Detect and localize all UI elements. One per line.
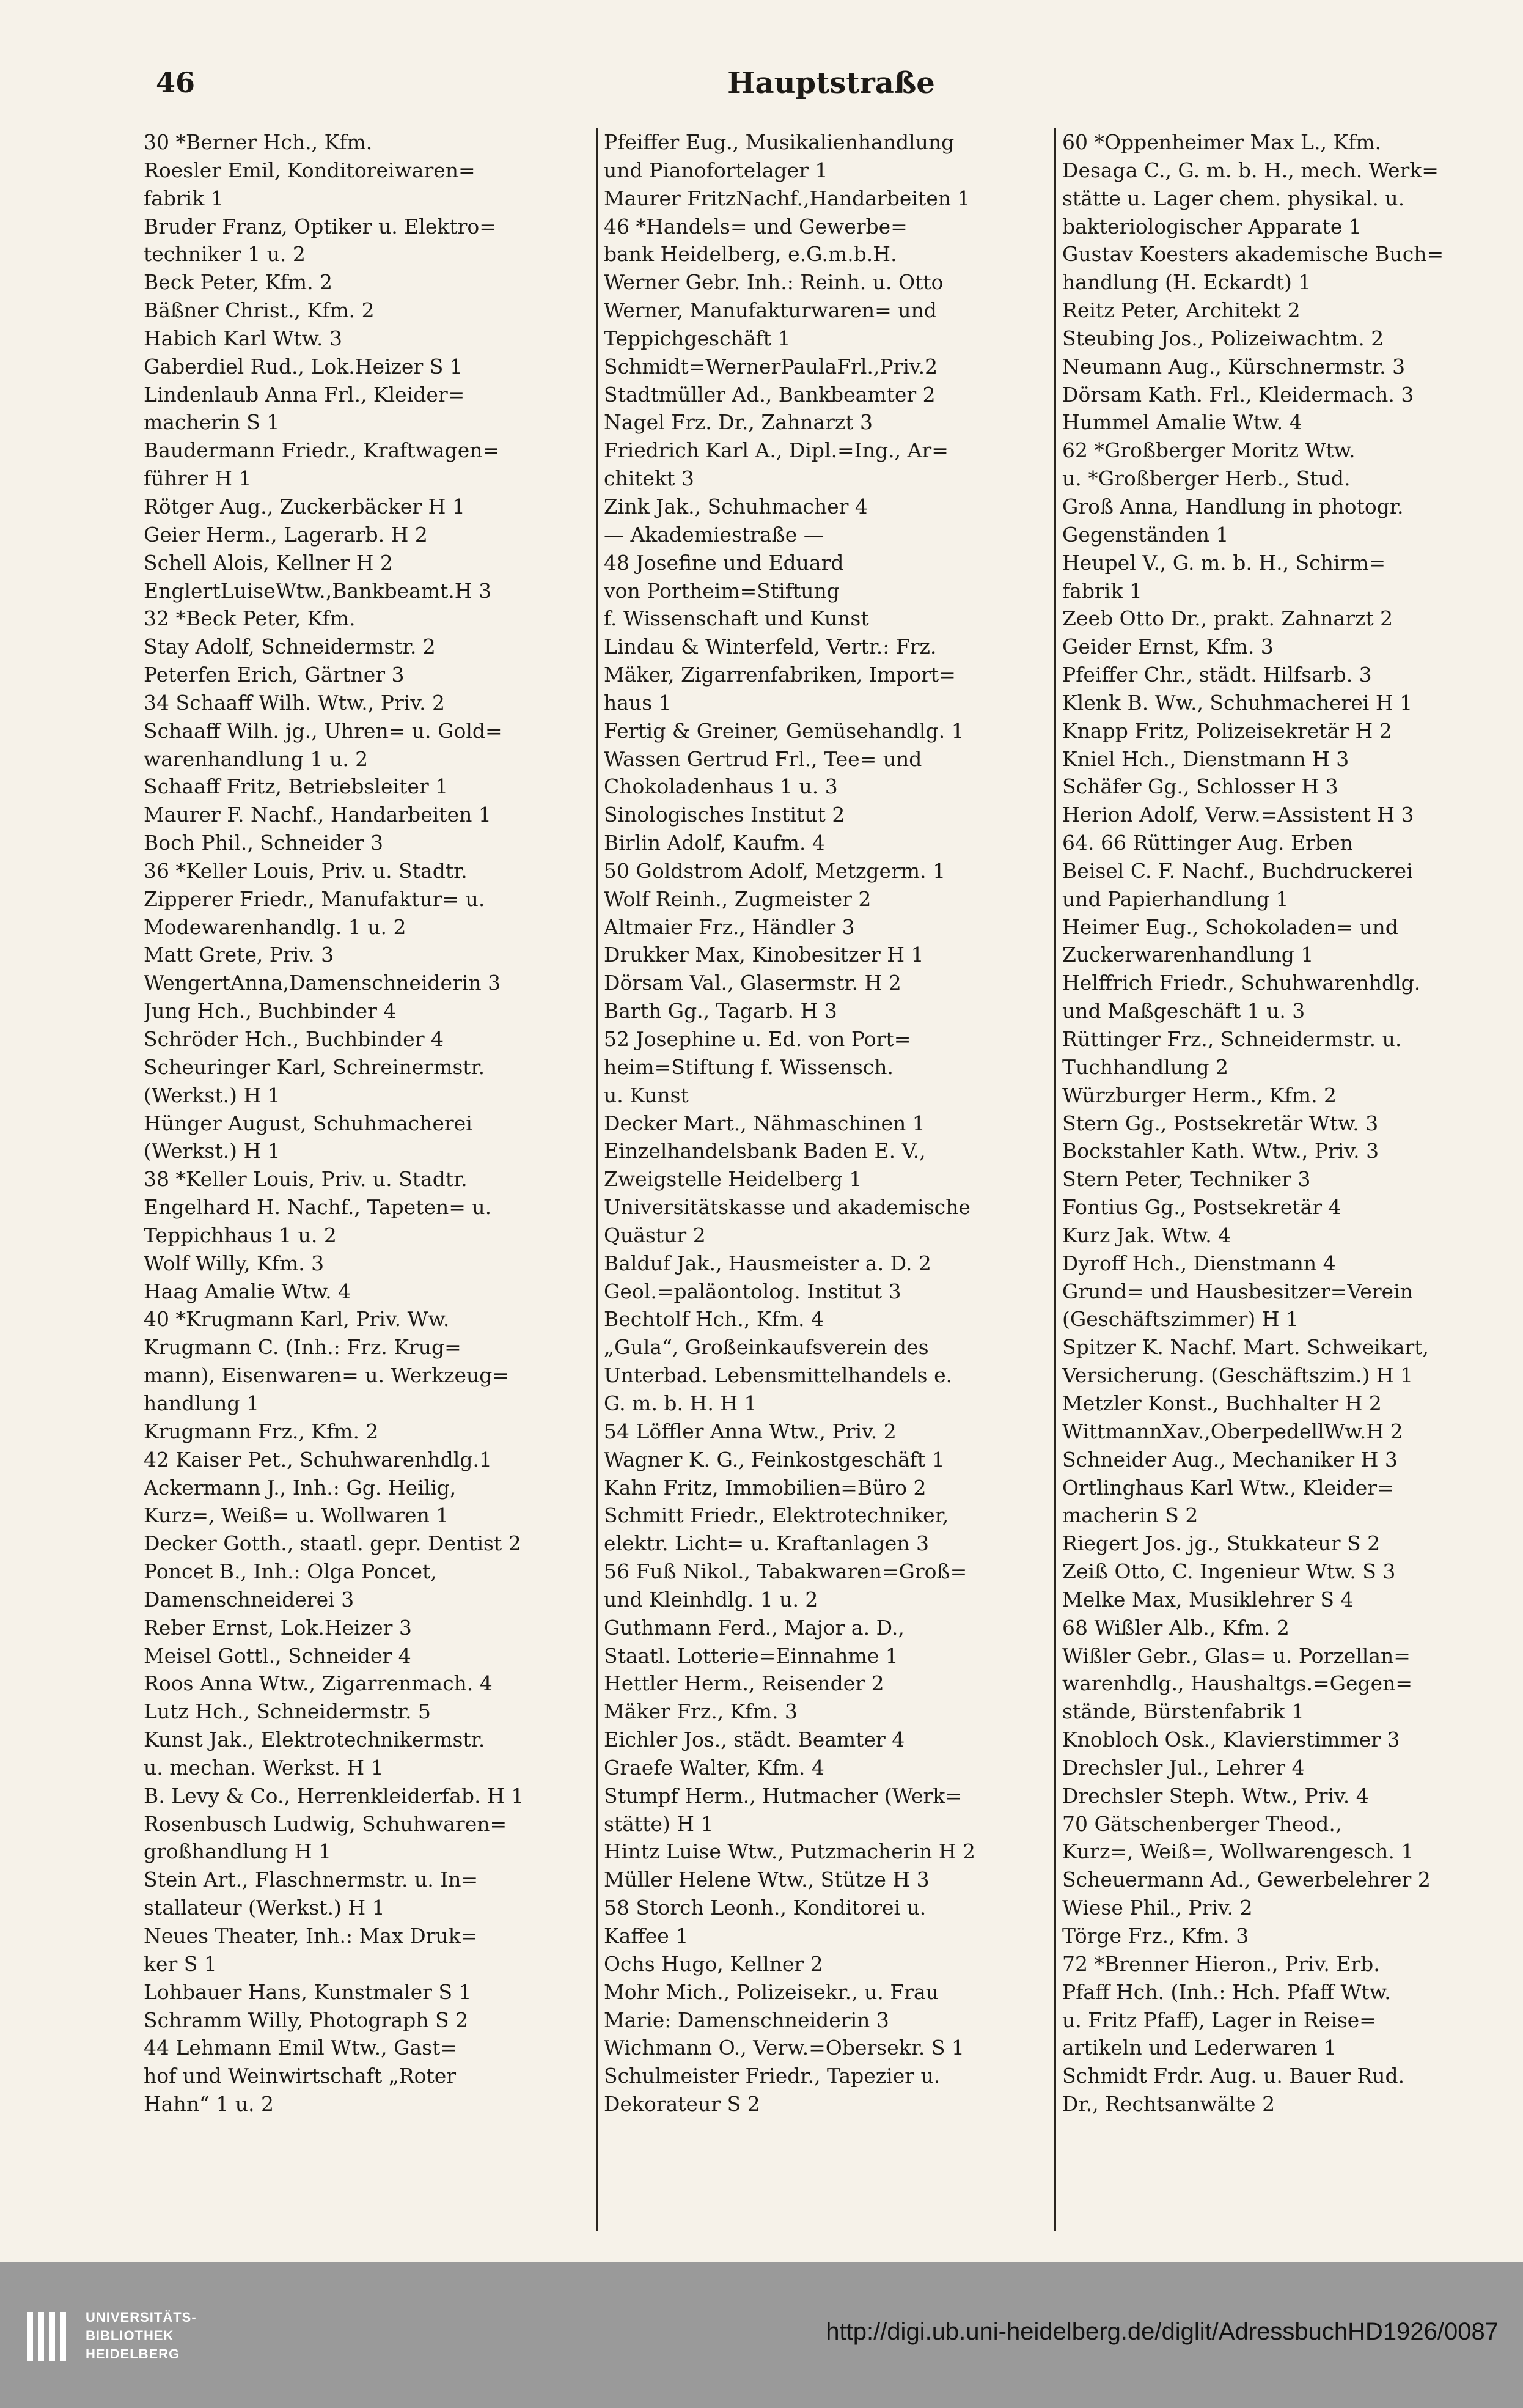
directory-entry: Scheuermann Ad., Gewerbelehrer 2 (1062, 1868, 1431, 1892)
directory-entry: Hahn“ 1 u. 2 (144, 2092, 274, 2116)
directory-entry: Schneider Aug., Mechaniker H 3 (1062, 1447, 1398, 1471)
directory-entry: 38 *Keller Louis, Priv. u. Stadtr. (144, 1167, 468, 1191)
directory-entry: Fontius Gg., Postsekretär 4 (1062, 1195, 1341, 1220)
directory-entry: stallateur (Werkst.) H 1 (144, 1896, 385, 1920)
directory-entry: 52 Josephine u. Ed. von Port= (604, 1027, 911, 1051)
directory-entry: B. Levy & Co., Herrenkleiderfab. H 1 (144, 1783, 524, 1808)
directory-entry: Lindau & Winterfeld, Vertr.: Frz. (604, 635, 937, 659)
directory-entry: und Maßgeschäft 1 u. 3 (1062, 999, 1305, 1023)
directory-entry: und Papierhandlung 1 (1062, 886, 1289, 911)
directory-entry: Schaaff Fritz, Betriebsleiter 1 (144, 775, 449, 799)
directory-entry: Bockstahler Kath. Wtw., Priv. 3 (1062, 1139, 1379, 1163)
directory-entry: Knobloch Osk., Klavierstimmer 3 (1062, 1728, 1400, 1752)
directory-entry: macherin S 2 (1062, 1503, 1198, 1528)
directory-entry: Jung Hch., Buchbinder 4 (144, 999, 397, 1023)
directory-entry: Drechsler Steph. Wtw., Priv. 4 (1062, 1783, 1369, 1808)
directory-entry: Universitätskasse und akademische (604, 1195, 971, 1220)
directory-entry: Neumann Aug., Kürschnermstr. 3 (1062, 354, 1406, 378)
library-name-line: BIBLIOTHEK (86, 2328, 174, 2343)
directory-entry: Bruder Franz, Optiker u. Elektro= (144, 214, 496, 238)
directory-entry: Boch Phil., Schneider 3 (144, 831, 383, 855)
directory-entry: Mäker Frz., Kfm. 3 (604, 1699, 798, 1724)
directory-entry: Birlin Adolf, Kaufm. 4 (604, 831, 825, 855)
directory-entry: techniker 1 u. 2 (144, 242, 306, 267)
directory-entry: (Werkst.) H 1 (144, 1139, 281, 1163)
directory-entry: Klenk B. Ww., Schuhmacherei H 1 (1062, 690, 1413, 715)
directory-entry: fabrik 1 (144, 186, 224, 210)
directory-entry: 58 Storch Leonh., Konditorei u. (604, 1896, 927, 1920)
directory-entry: Teppichhaus 1 u. 2 (144, 1223, 337, 1247)
directory-entry: warenhandlung 1 u. 2 (144, 746, 369, 771)
directory-entry: mann), Eisenwaren= u. Werkzeug= (144, 1363, 510, 1388)
directory-entry: Scheuringer Karl, Schreinermstr. (144, 1055, 485, 1079)
directory-entry: 46 *Handels= und Gewerbe= (604, 214, 908, 238)
directory-entry: Meisel Gottl., Schneider 4 (144, 1643, 411, 1668)
directory-entry: chitekt 3 (604, 466, 694, 491)
directory-entry: Maurer FritzNachf.,Handarbeiten 1 (604, 186, 971, 210)
directory-entry: Knapp Fritz, Polizeisekretär H 2 (1062, 718, 1392, 743)
directory-entry: 56 Fuß Nikol., Tabakwaren=Groß= (604, 1559, 967, 1584)
directory-entry: Helffrich Friedr., Schuhwarenhdlg. (1062, 971, 1421, 995)
directory-entry: Dörsam Kath. Frl., Kleidermach. 3 (1062, 382, 1414, 407)
directory-entry: Roos Anna Wtw., Zigarrenmach. 4 (144, 1671, 493, 1696)
running-head: Hauptstraße (727, 66, 935, 100)
directory-entry: Zeiß Otto, C. Ingenieur Wtw. S 3 (1062, 1559, 1396, 1584)
directory-entry: Decker Gotth., staatl. gepr. Dentist 2 (144, 1531, 521, 1556)
directory-entry: Stay Adolf, Schneidermstr. 2 (144, 635, 436, 659)
directory-entry: Geier Herm., Lagerarb. H 2 (144, 522, 428, 547)
directory-entry: bank Heidelberg, e.G.m.b.H. (604, 242, 897, 267)
directory-entry: Sinologisches Institut 2 (604, 803, 845, 827)
directory-entry: großhandlung H 1 (144, 1839, 332, 1864)
footer-bar (0, 2262, 1523, 2408)
directory-entry: Wassen Gertrud Frl., Tee= und (604, 746, 922, 771)
directory-entry: Pfaff Hch. (Inh.: Hch. Pfaff Wtw. (1062, 1979, 1391, 2004)
directory-entry: Neues Theater, Inh.: Max Druk= (144, 1924, 478, 1948)
directory-entry: Schäfer Gg., Schlosser H 3 (1062, 775, 1338, 799)
directory-entry: Schröder Hch., Buchbinder 4 (144, 1027, 444, 1051)
directory-entry: Hummel Amalie Wtw. 4 (1062, 410, 1302, 435)
directory-entry: Decker Mart., Nähmaschinen 1 (604, 1111, 925, 1135)
directory-entry: hof und Weinwirtschaft „Roter (144, 2064, 457, 2088)
directory-entry: Friedrich Karl A., Dipl.=Ing., Ar= (604, 438, 949, 463)
directory-entry: Hettler Herm., Reisender 2 (604, 1671, 884, 1696)
directory-entry: Würzburger Herm., Kfm. 2 (1062, 1083, 1337, 1107)
directory-entry: Mohr Mich., Polizeisekr., u. Frau (604, 1979, 939, 2004)
directory-entry: von Portheim=Stiftung (604, 578, 840, 603)
directory-entry: EnglertLuiseWtw.,Bankbeamt.H 3 (144, 578, 492, 603)
directory-entry: Habich Karl Wtw. 3 (144, 326, 342, 350)
directory-entry: G. m. b. H. H 1 (604, 1391, 757, 1415)
directory-entry: 50 Goldstrom Adolf, Metzgerm. 1 (604, 858, 946, 883)
library-logo (24, 2300, 226, 2373)
directory-entry: Eichler Jos., städt. Beamter 4 (604, 1728, 905, 1752)
directory-entry: ker S 1 (144, 1951, 217, 1976)
directory-entry: 30 *Berner Hch., Kfm. (144, 130, 373, 154)
directory-entry: Modewarenhandlg. 1 u. 2 (144, 915, 406, 939)
directory-entry: Einzelhandelsbank Baden E. V., (604, 1139, 926, 1163)
directory-entry: Peterfen Erich, Gärtner 3 (144, 663, 405, 687)
directory-entry: Stumpf Herm., Hutmacher (Werk= (604, 1783, 962, 1808)
page-header (156, 66, 1506, 109)
directory-entry: Roesler Emil, Konditoreiwaren= (144, 158, 475, 182)
directory-entry: Reber Ernst, Lok.Heizer 3 (144, 1615, 412, 1640)
directory-entry: 44 Lehmann Emil Wtw., Gast= (144, 2036, 457, 2060)
digital-copy-url[interactable]: http://digi.ub.uni-heidelberg.de/diglit/AdressbuchHD1926/0087 (826, 2318, 1499, 2345)
directory-entry: „Gula“, Großeinkaufsverein des (604, 1335, 929, 1360)
directory-entry: Herion Adolf, Verw.=Assistent H 3 (1062, 803, 1414, 827)
directory-entry: f. Wissenschaft und Kunst (604, 606, 869, 631)
directory-entry: Ochs Hugo, Kellner 2 (604, 1951, 823, 1976)
directory-entry: Guthmann Ferd., Major a. D., (604, 1615, 905, 1640)
directory-entry: Heupel V., G. m. b. H., Schirm= (1062, 550, 1386, 575)
directory-entry: Wolf Reinh., Zugmeister 2 (604, 886, 872, 911)
directory-entry: Haag Amalie Wtw. 4 (144, 1279, 351, 1303)
directory-entry: Rosenbusch Ludwig, Schuhwaren= (144, 1811, 507, 1836)
directory-entry: Desaga C., G. m. b. H., mech. Werk= (1062, 158, 1439, 182)
directory-entry: Dyroff Hch., Dienstmann 4 (1062, 1251, 1336, 1275)
directory-entry: Altmaier Frz., Händler 3 (604, 915, 855, 939)
directory-entry: Zuckerwarenhandlung 1 (1062, 943, 1314, 967)
directory-entry: Lutz Hch., Schneidermstr. 5 (144, 1699, 431, 1724)
directory-entry: Kurz=, Weiß= u. Wollwaren 1 (144, 1503, 449, 1528)
directory-entry: u. *Großberger Herb., Stud. (1062, 466, 1351, 491)
directory-entry: warenhdlg., Haushaltgs.=Gegen= (1062, 1671, 1413, 1696)
directory-entry: Spitzer K. Nachf. Mart. Schweikart, (1062, 1335, 1429, 1360)
directory-entry: Dr., Rechtsanwälte 2 (1062, 2092, 1275, 2116)
directory-entry: Kahn Fritz, Immobilien=Büro 2 (604, 1475, 927, 1500)
directory-entry: Wißler Gebr., Glas= u. Porzellan= (1062, 1643, 1411, 1668)
directory-entry: WengertAnna,Damenschneiderin 3 (144, 971, 501, 995)
directory-entry: Schmidt Frdr. Aug. u. Bauer Rud. (1062, 2064, 1405, 2088)
directory-entry: Müller Helene Wtw., Stütze H 3 (604, 1868, 930, 1892)
directory-entry: Barth Gg., Tagarb. H 3 (604, 999, 837, 1023)
directory-entry: 72 *Brenner Hieron., Priv. Erb. (1062, 1951, 1380, 1976)
directory-entry: Wagner K. G., Feinkostgeschäft 1 (604, 1447, 945, 1471)
directory-entry: Marie: Damenschneiderin 3 (604, 2008, 889, 2032)
directory-entry: Gustav Koesters akademische Buch= (1062, 242, 1444, 267)
directory-entry: Krugmann C. (Inh.: Frz. Krug= (144, 1335, 461, 1360)
directory-entry: Rötger Aug., Zuckerbäcker H 1 (144, 494, 465, 518)
directory-entry: Baudermann Friedr., Kraftwagen= (144, 438, 500, 463)
page-number: 46 (156, 66, 196, 99)
directory-entry: Melke Max, Musiklehrer S 4 (1062, 1587, 1354, 1611)
directory-entry: Riegert Jos. jg., Stukkateur S 2 (1062, 1531, 1381, 1556)
directory-columns (138, 128, 1513, 2231)
directory-entry: Grund= und Hausbesitzer=Verein (1062, 1279, 1413, 1303)
directory-entry: Geider Ernst, Kfm. 3 (1062, 635, 1274, 659)
directory-entry: Kurz=, Weiß=, Wollwarengesch. 1 (1062, 1839, 1414, 1864)
directory-entry: 54 Löffler Anna Wtw., Priv. 2 (604, 1419, 897, 1443)
directory-entry: 42 Kaiser Pet., Schuhwarenhdlg.1 (144, 1447, 492, 1471)
directory-entry: 70 Gätschenberger Theod., (1062, 1811, 1342, 1836)
directory-entry: Werner, Manufakturwaren= und (604, 298, 937, 323)
directory-entry: Stern Peter, Techniker 3 (1062, 1167, 1311, 1191)
directory-entry: u. mechan. Werkst. H 1 (144, 1755, 384, 1780)
directory-entry: Poncet B., Inh.: Olga Poncet, (144, 1559, 437, 1584)
directory-entry: und Pianofortelager 1 (604, 158, 828, 182)
directory-entry: Quästur 2 (604, 1223, 706, 1247)
directory-entry: Kunst Jak., Elektrotechnikermstr. (144, 1728, 485, 1752)
directory-entry: Gaberdiel Rud., Lok.Heizer S 1 (144, 354, 463, 378)
directory-entry: (Werkst.) H 1 (144, 1083, 281, 1107)
directory-column-right (1054, 128, 1513, 2231)
directory-entry: 48 Josefine und Eduard (604, 550, 844, 575)
directory-entry: Stern Gg., Postsekretär Wtw. 3 (1062, 1111, 1379, 1135)
directory-entry: Pfeiffer Chr., städt. Hilfsarb. 3 (1062, 663, 1372, 687)
directory-column-left (138, 128, 596, 2231)
directory-entry: Krugmann Frz., Kfm. 2 (144, 1419, 379, 1443)
directory-entry: Drechsler Jul., Lehrer 4 (1062, 1755, 1305, 1780)
directory-entry: Bäßner Christ., Kfm. 2 (144, 298, 375, 323)
directory-entry: Schmidt=WernerPaulaFrl.,Priv.2 (604, 354, 938, 378)
directory-entry: (Geschäftszimmer) H 1 (1062, 1307, 1299, 1331)
directory-entry: Stein Art., Flaschnermstr. u. In= (144, 1868, 479, 1892)
directory-entry: Chokoladenhaus 1 u. 3 (604, 775, 838, 799)
directory-entry: 32 *Beck Peter, Kfm. (144, 606, 356, 631)
directory-entry: macherin S 1 (144, 410, 280, 435)
directory-entry: Engelhard H. Nachf., Tapeten= u. (144, 1195, 492, 1220)
directory-entry: Damenschneiderei 3 (144, 1587, 354, 1611)
directory-entry: u. Fritz Pfaff), Lager in Reise= (1062, 2008, 1376, 2032)
directory-entry: Drukker Max, Kinobesitzer H 1 (604, 943, 924, 967)
directory-entry: handlung (H. Eckardt) 1 (1062, 270, 1312, 295)
directory-entry: — Akademiestraße — (604, 522, 824, 547)
directory-entry: Reitz Peter, Architekt 2 (1062, 298, 1301, 323)
directory-entry: handlung 1 (144, 1391, 259, 1415)
directory-entry: Metzler Konst., Buchhalter H 2 (1062, 1391, 1382, 1415)
directory-entry: bakteriologischer Apparate 1 (1062, 214, 1362, 238)
directory-entry: Lohbauer Hans, Kunstmaler S 1 (144, 1979, 472, 2004)
directory-entry: Hünger August, Schuhmacherei (144, 1111, 472, 1135)
directory-entry: Schulmeister Friedr., Tapezier u. (604, 2064, 941, 2088)
directory-entry: Schmitt Friedr., Elektrotechniker, (604, 1503, 949, 1528)
directory-entry: Schell Alois, Kellner H 2 (144, 550, 393, 575)
directory-entry: heim=Stiftung f. Wissensch. (604, 1055, 894, 1079)
directory-entry: 68 Wißler Alb., Kfm. 2 (1062, 1615, 1290, 1640)
directory-entry: Steubing Jos., Polizeiwachtm. 2 (1062, 326, 1384, 350)
directory-entry: Hintz Luise Wtw., Putzmacherin H 2 (604, 1839, 976, 1864)
directory-entry: Kaffee 1 (604, 1924, 689, 1948)
directory-entry: 64. 66 Rüttinger Aug. Erben (1062, 831, 1353, 855)
directory-entry: u. Kunst (604, 1083, 689, 1107)
directory-entry: Groß Anna, Handlung in photogr. (1062, 494, 1404, 518)
directory-entry: Dörsam Val., Glasermstr. H 2 (604, 971, 901, 995)
directory-entry: Zweigstelle Heidelberg 1 (604, 1167, 862, 1191)
directory-entry: Unterbad. Lebensmittelhandels e. (604, 1363, 953, 1388)
directory-entry: Graefe Walter, Kfm. 4 (604, 1755, 824, 1780)
directory-entry: Zipperer Friedr., Manufaktur= u. (144, 886, 485, 911)
directory-entry: Teppichgeschäft 1 (604, 326, 791, 350)
library-name-line: HEIDELBERG (86, 2346, 180, 2362)
directory-entry: WittmannXav.,OberpedellWw.H 2 (1062, 1419, 1403, 1443)
directory-entry: Lindenlaub Anna Frl., Kleider= (144, 382, 465, 407)
directory-entry: Geol.=paläontolog. Institut 3 (604, 1279, 901, 1303)
directory-entry: Wichmann O., Verw.=Obersekr. S 1 (604, 2036, 964, 2060)
directory-entry: 62 *Großberger Moritz Wtw. (1062, 438, 1356, 463)
directory-entry: 34 Schaaff Wilh. Wtw., Priv. 2 (144, 690, 446, 715)
directory-entry: Wolf Willy, Kfm. 3 (144, 1251, 325, 1275)
directory-entry: Kurz Jak. Wtw. 4 (1062, 1223, 1231, 1247)
directory-entry: Beck Peter, Kfm. 2 (144, 270, 333, 295)
library-name-line: UNIVERSITÄTS- (86, 2310, 197, 2325)
directory-entry: Versicherung. (Geschäftszim.) H 1 (1062, 1363, 1414, 1388)
directory-entry: 40 *Krugmann Karl, Priv. Ww. (144, 1307, 450, 1331)
directory-entry: stände, Bürstenfabrik 1 (1062, 1699, 1304, 1724)
directory-entry: stätte) H 1 (604, 1811, 714, 1836)
directory-entry: Ackermann J., Inh.: Gg. Heilig, (144, 1475, 457, 1500)
directory-entry: Schaaff Wilh. jg., Uhren= u. Gold= (144, 718, 502, 743)
directory-entry: Balduf Jak., Hausmeister a. D. 2 (604, 1251, 931, 1275)
directory-entry: Bechtolf Hch., Kfm. 4 (604, 1307, 824, 1331)
directory-entry: Zink Jak., Schuhmacher 4 (604, 494, 868, 518)
directory-entry: Staatl. Lotterie=Einnahme 1 (604, 1643, 898, 1668)
directory-entry: Heimer Eug., Schokoladen= und (1062, 915, 1398, 939)
library-name (86, 2308, 197, 2363)
directory-entry: Mäker, Zigarrenfabriken, Import= (604, 663, 956, 687)
directory-entry: Tuchhandlung 2 (1062, 1055, 1228, 1079)
directory-entry: artikeln und Lederwaren 1 (1062, 2036, 1337, 2060)
directory-entry: stätte u. Lager chem. physikal. u. (1062, 186, 1405, 210)
directory-entry: und Kleinhdlg. 1 u. 2 (604, 1587, 818, 1611)
directory-column-middle (596, 128, 1054, 2231)
directory-entry: Wiese Phil., Priv. 2 (1062, 1896, 1253, 1920)
directory-entry: Pfeiffer Eug., Musikalienhandlung (604, 130, 955, 154)
directory-entry: Beisel C. F. Nachf., Buchdruckerei (1062, 858, 1413, 883)
directory-entry: Gegenständen 1 (1062, 522, 1229, 547)
directory-entry: Matt Grete, Priv. 3 (144, 943, 334, 967)
directory-entry: Kniel Hch., Dienstmann H 3 (1062, 746, 1349, 771)
library-logo-icon (24, 2307, 67, 2366)
directory-entry: Schramm Willy, Photograph S 2 (144, 2008, 469, 2032)
directory-entry: Werner Gebr. Inh.: Reinh. u. Otto (604, 270, 944, 295)
directory-entry: Rüttinger Frz., Schneidermstr. u. (1062, 1027, 1402, 1051)
directory-entry: elektr. Licht= u. Kraftanlagen 3 (604, 1531, 929, 1556)
directory-entry: Zeeb Otto Dr., prakt. Zahnarzt 2 (1062, 606, 1393, 631)
directory-entry: Törge Frz., Kfm. 3 (1062, 1924, 1249, 1948)
directory-entry: Ortlinghaus Karl Wtw., Kleider= (1062, 1475, 1394, 1500)
directory-entry: führer H 1 (144, 466, 252, 491)
directory-entry: Maurer F. Nachf., Handarbeiten 1 (144, 803, 491, 827)
directory-entry: Stadtmüller Ad., Bankbeamter 2 (604, 382, 936, 407)
directory-entry: haus 1 (604, 690, 672, 715)
directory-entry: Dekorateur S 2 (604, 2092, 760, 2116)
directory-entry: Nagel Frz. Dr., Zahnarzt 3 (604, 410, 873, 435)
directory-entry: 60 *Oppenheimer Max L., Kfm. (1062, 130, 1382, 154)
directory-entry: fabrik 1 (1062, 578, 1142, 603)
directory-entry: 36 *Keller Louis, Priv. u. Stadtr. (144, 858, 468, 883)
directory-entry: Fertig & Greiner, Gemüsehandlg. 1 (604, 718, 964, 743)
